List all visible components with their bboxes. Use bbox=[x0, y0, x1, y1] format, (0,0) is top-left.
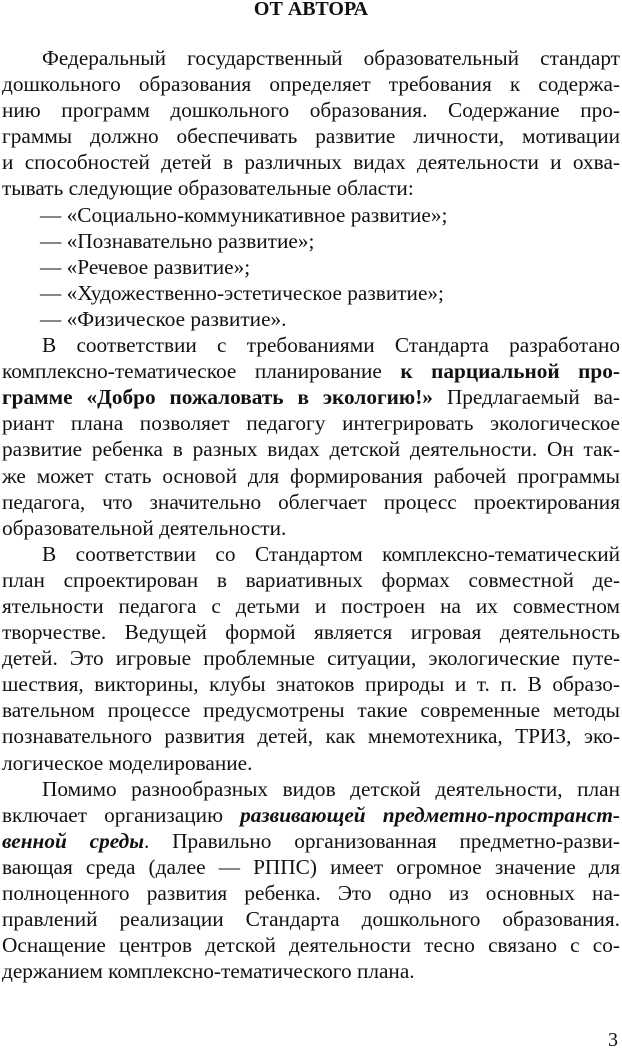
text-line: ятельности педагога с детьми и построен на их совместном bbox=[2, 593, 620, 618]
text-line: познавательного развития детей, как мнемотехника, ТРИЗ, эко- bbox=[2, 724, 620, 749]
page-title: ОТ АВТОРА bbox=[253, 0, 369, 20]
text-line: Оснащение центров детской деятельности тесно связано с со- bbox=[2, 933, 620, 958]
text-line: нию программ дошкольного образования. Содержание про- bbox=[2, 98, 620, 123]
list-item: — «Познавательно развитие»; bbox=[40, 228, 315, 253]
program-name-bold: к парциальной про- bbox=[400, 359, 620, 384]
paragraph-environment bbox=[2, 776, 620, 985]
plain-text: комплексно-тематическое планирование bbox=[2, 359, 401, 384]
text-line: же может стать основой для формирования рабочей программы bbox=[2, 463, 620, 488]
text-line: В соответствии со Стандартом комплексно-тематический bbox=[42, 541, 620, 566]
text-line: риант плана позволяет педагогу интегрировать экологическое bbox=[2, 411, 620, 436]
text-line: держанием комплексно-тематического плана. bbox=[2, 959, 415, 984]
emphasis-bold-italic: развивающей предметно-пространст- bbox=[240, 802, 620, 827]
text-line: Федеральный государственный образовательный стандарт bbox=[42, 46, 620, 70]
text-line bbox=[2, 802, 620, 828]
text-line: полноценного развития ребенка. Это одно из основных на- bbox=[2, 881, 620, 905]
text-line: правлений реализации Стандарта дошкольного образования. bbox=[2, 907, 620, 932]
text-line: и способностей детей в различных видах деятельности и охва- bbox=[2, 150, 620, 175]
text-line: тывать следующие образовательные области: bbox=[2, 176, 414, 201]
text-line: педагога, что значительно облегчает процесс проектирования bbox=[2, 489, 620, 514]
paragraph-intro bbox=[2, 45, 620, 202]
body-text bbox=[2, 45, 620, 984]
text-line: детей. Это игровые проблемные ситуации, экологические путе- bbox=[2, 646, 620, 671]
emphasis-bold-italic: венной среды bbox=[2, 828, 145, 853]
text-line: вательном процессе предусмотрены такие современные методы bbox=[2, 698, 620, 723]
text-line: творчестве. Ведущей формой является игровая деятельность bbox=[2, 620, 620, 645]
text-line: план спроектирован в вариативных формах совместной де- bbox=[2, 567, 620, 592]
paragraph-plan-description bbox=[2, 332, 620, 541]
plain-text: . Правильно организованная предметно-разви- bbox=[144, 828, 620, 853]
plain-text: Предлагаемый ва- bbox=[432, 385, 620, 410]
page-number: 3 bbox=[608, 1029, 618, 1051]
text-line: образовательной деятельности. bbox=[2, 515, 287, 540]
text-line: логическое моделирование. bbox=[2, 750, 253, 775]
text-line bbox=[2, 828, 620, 854]
text-line: дошкольного образования определяет требования к содержа- bbox=[2, 72, 620, 97]
list-item: — «Физическое развитие». bbox=[40, 306, 287, 331]
program-name-bold: грамме «Добро пожаловать в экологию!» bbox=[2, 385, 433, 410]
text-line bbox=[2, 358, 620, 384]
text-line: В соответствии с требованиями Стандарта разработано bbox=[42, 333, 620, 358]
text-line: вающая среда (далее — РППС) имеет огромное значение для bbox=[2, 854, 620, 879]
educational-areas-list bbox=[2, 202, 620, 332]
list-item: — «Речевое развитие»; bbox=[40, 254, 251, 279]
text-line: развитие ребенка в разных видах детской деятельности. Он так- bbox=[2, 437, 620, 462]
list-item: — «Социально-коммуникативное развитие»; bbox=[40, 202, 448, 227]
text-line bbox=[2, 384, 620, 410]
list-item: — «Художественно-эстетическое развитие»; bbox=[40, 280, 444, 305]
text-line: шествия, викторины, клубы знатоков природы и т. п. В образо- bbox=[2, 672, 620, 697]
paragraph-forms-of-activity bbox=[2, 541, 620, 776]
plain-text: включает организацию bbox=[2, 802, 241, 827]
text-line: Помимо разнообразных видов детской деятельности, план bbox=[42, 776, 620, 801]
text-line: граммы должно обеспечивать развитие личности, мотивации bbox=[2, 124, 620, 149]
